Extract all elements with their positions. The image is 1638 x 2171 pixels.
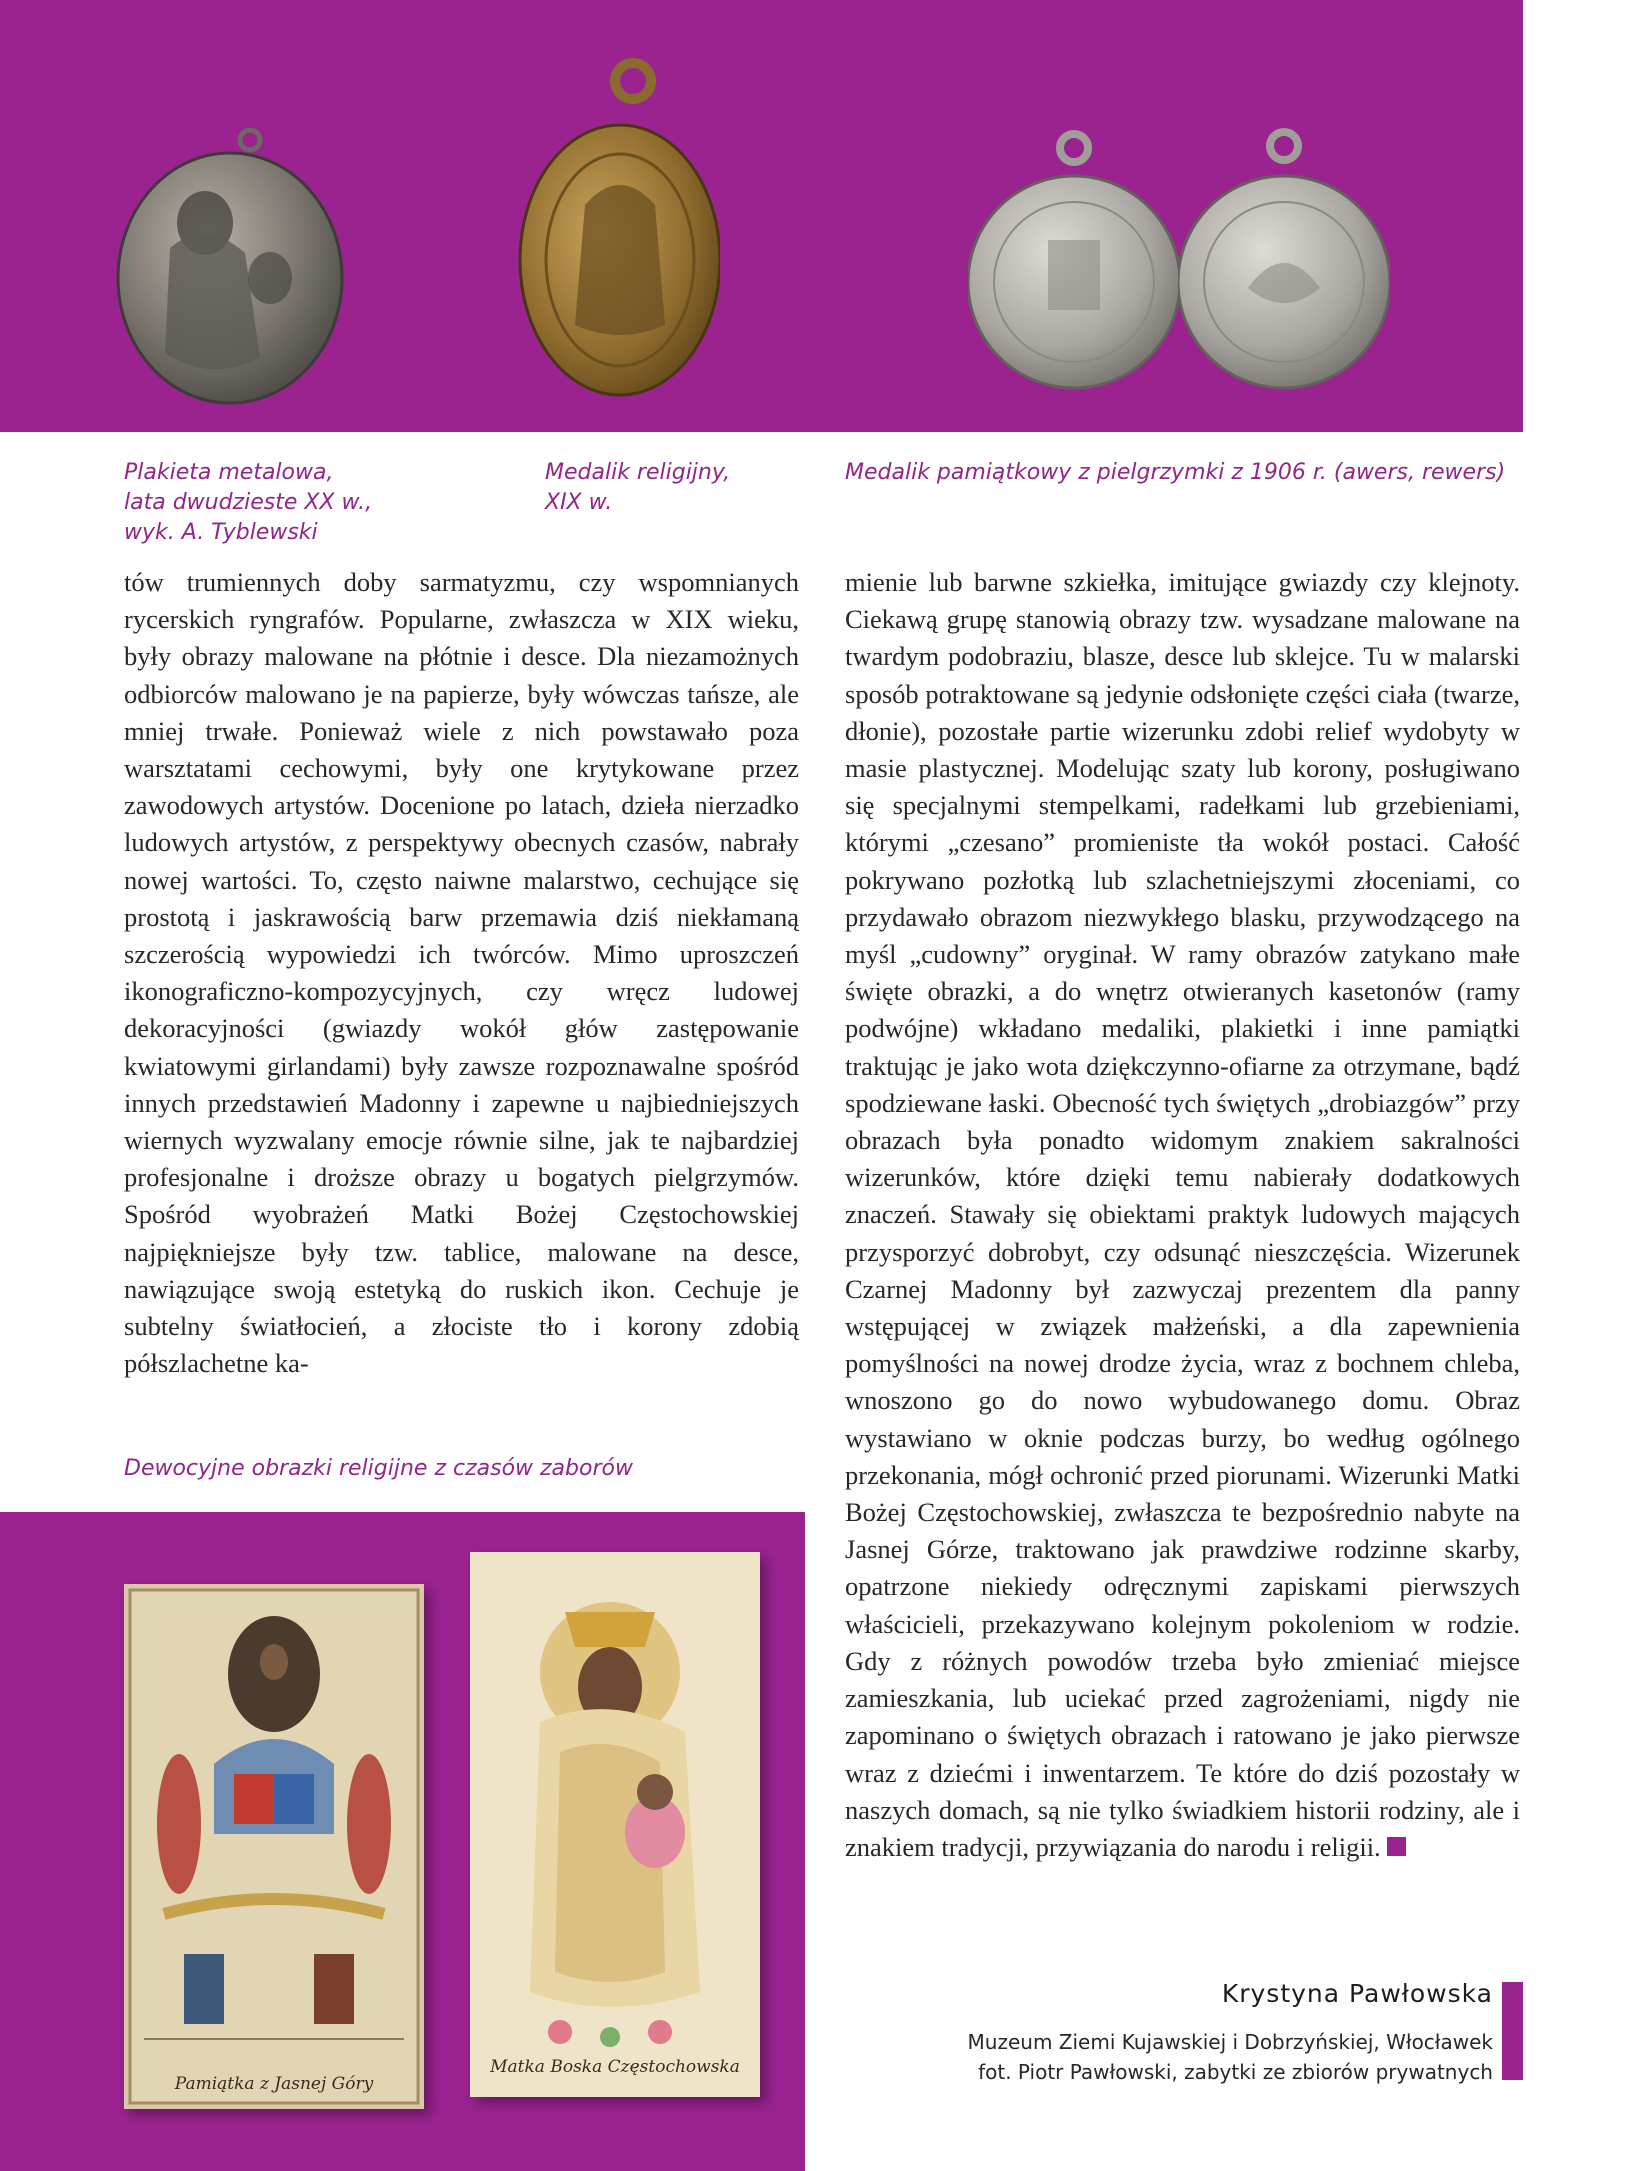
- holy-card-jasna-gora: [124, 1584, 424, 2109]
- holy-card-matka-boska-image: [470, 1552, 760, 2097]
- plaque-caption: [124, 458, 372, 548]
- plaque-caption-line: lata dwudzieste XX w.,: [124, 490, 373, 515]
- holy-card-matka-boska-inscription: Matka Boska Częstochowska: [490, 2057, 740, 2077]
- article-right-column: [845, 564, 1520, 1866]
- holy-card-matka-boska: [470, 1552, 760, 2097]
- author-accent-bar: [1502, 1982, 1523, 2080]
- institution-credit: Muzeum Ziemi Kujawskiej i Dobrzyńskiej, Włocławek: [967, 2030, 1493, 2054]
- holy-card-jasna-gora-image: [124, 1584, 424, 2109]
- article-left-column: [124, 564, 799, 1382]
- pilgrimage-medal-caption: Medalik pamiątkowy z pielgrzymki z 1906 r. (awers, rewers): [845, 460, 1506, 485]
- plaque-caption-line: wyk. A. Tyblewski: [124, 520, 318, 545]
- religious-medal-caption-line: XIX w.: [545, 490, 613, 515]
- article-right-paragraph: [845, 564, 1520, 1866]
- metal-plaque-photo: [110, 128, 350, 413]
- religious-medal-photo: [505, 55, 720, 400]
- top-photo-band: [0, 0, 1523, 432]
- pilgrimage-medal-reverse-photo: [1178, 128, 1390, 400]
- pilgrimage-medal-obverse-photo: [968, 130, 1180, 400]
- author-name: Krystyna Pawłowska: [1221, 1979, 1493, 2008]
- article-right-text: mienie lub barwne szkiełka, imitujące gwiazdy czy klejnoty. Ciekawą grupę stanowią obrazy tzw. wysadzane malowane na twardym podobraziu, blasze, desce lub sklejce. Tu w malarski sposób potraktowane są jedynie odsłonięte części ciała (twarze, dłonie), pozostałe partie wizerunku zdobi relief wydobyty w masie plastycznej. Modelując szaty lub korony, posługiwano się specjalnymi stempelkami, radełkami lub grzebieniami, którymi „czesano” promieniste tła wokół postaci. Całość pokrywano pozłotką lub szlachetniejszymi złoceniami, co przydawało obrazom niezwykłego blasku, przywodzącego na myśl „cudowny” oryginał. W ramy obrazów zatykano małe święte obrazki, a do wnętrz otwieranych kasetonów (ramy podwójne) wkładano medaliki, plakietki i inne pamiątki traktując je jako wota dziękczynno-ofiarne za otrzymane, bądź spodziewane łaski. Obecność tych świętych „drobiazgów” przy obrazach była ponadto widomym znakiem sakralności wizerunków, które dzięki temu nabierały dodatkowych znaczeń. Stawały się obiektami praktyk ludowych mających przysporzyć dobrobyt, czy odsunąć nieszczęścia. Wizerunek Czarnej Madonny był zazwyczaj prezentem dla panny wstępującej w związek małżeński, a dla zapewnienia pomyślności na nowej drodze życia, wraz z bochnem chleba, wnoszono go do nowo wybudowanego domu. Obraz wystawiano w oknie podczas burzy, bo według ogólnego przekonania, mógł ochronić przed piorunami. Wizerunki Matki Bożej Częstochowskiej, zwłaszcza te bezpośrednio nabyte na Jasnej Górze, traktowano jak prawdziwe rodzinne skarby, opatrzone niekiedy odręcznymi zapiskami pierwszych właścicieli, przekazywano kolejnym pokoleniom w rodzie. Gdy z różnych powodów trzeba było zmieniać miejsce zamieszkania, lub uciekać przed zagrożeniami, nigdy nie zapominano o świętych obrazach i ratowano je jako pierwsze wraz z dziećmi i inwentarzem. Te które do dziś pozostały w naszych domach, są nie tylko świadkiem historii rodziny, ale i znakiem tradycji, przywiązania do narodu i religii.: [845, 567, 1520, 1862]
- holy-card-jasna-gora-inscription: Pamiątka z Jasnej Góry: [174, 2074, 374, 2094]
- plaque-caption-line: Plakieta metalowa,: [124, 460, 334, 485]
- holy-cards-band: [0, 1512, 805, 2171]
- religious-medal-caption-line: Medalik religijny,: [545, 460, 731, 485]
- religious-medal-caption: [545, 458, 730, 518]
- end-of-article-mark: [1387, 1837, 1406, 1856]
- photo-credit: fot. Piotr Pawłowski, zabytki ze zbiorów prywatnych: [978, 2060, 1493, 2084]
- article-left-text: tów trumiennych doby sarmatyzmu, czy wspomnianych rycerskich ryngrafów. Popularne, zwłaszcza w XIX wieku, były obrazy malowane na płótnie i desce. Dla niezamożnych odbiorców malowano je na papierze, były wówczas tańsze, ale mniej trwałe. Ponieważ wiele z nich powstawało poza warsztatami cechowymi, były one krytykowane przez zawodowych artystów. Docenione po latach, dzieła nierzadko ludowych artystów, z perspektywy obecnych czasów, nabrały nowej wartości. To, często naiwne malarstwo, cechujące się prostotą i jaskrawością barw przemawia dziś niekłamaną szczerością wypowiedzi ich twórców. Mimo uproszczeń ikonograficzno-kompozycyjnych, czy wręcz ludowej dekoracyjności (gwiazdy wokół głów zastępowanie kwiatowymi girlandami) były zawsze rozpoznawalne spośród innych przedstawień Madonny i zapewne u najbiedniejszych wiernych wyzwalany emocje równie silne, jak te najbardziej profesjonalne i droższe obrazy u bogatych pielgrzymów. Spośród wyobrażeń Matki Bożej Częstochowskiej najpiękniejsze były tzw. tablice, malowane na desce, nawiązujące swoją estetyką do ruskich ikon. Cechuje je subtelny światłocień, a złociste tło i korony zdobią półszlachetne ka-: [124, 567, 799, 1379]
- holy-cards-caption: Dewocyjne obrazki religijne z czasów zaborów: [124, 1456, 633, 1481]
